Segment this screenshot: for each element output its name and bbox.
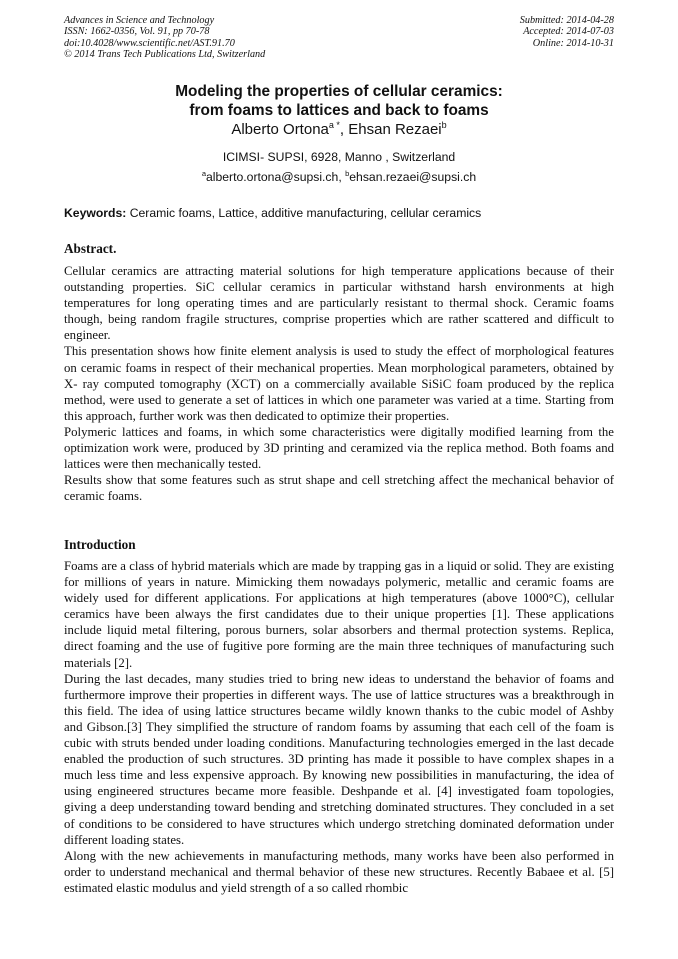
- abstract-paragraph: Polymeric lattices and foams, in which some characteristics were digitally modified learning from the optimization work were, produced by 3D printing and ceramized via the replica method. Both foams and lattices were then mechanically tested.: [64, 424, 614, 472]
- abstract-heading: Abstract.: [64, 241, 117, 256]
- introduction-heading: Introduction: [64, 537, 136, 552]
- affiliation: ICIMSI- SUPSI, 6928, Manno , Switzerland: [222, 150, 456, 164]
- abstract-body: [64, 263, 614, 504]
- keywords-text: Ceramic foams, Lattice, additive manufacturing, cellular ceramics: [129, 206, 482, 220]
- author-1: Alberto Ortona: [231, 121, 329, 138]
- author-1-marker: a *: [328, 120, 340, 130]
- introduction-paragraph: During the last decades, many studies tried to bring new ideas to understand the behavior of foams and furthermore improve their properties in different ways. The use of lattice structures was a breakthrough in this field. The idea of using lattice structures became wildly known thanks to the cubic model of Ashby and Gibson.[3] They simplified the structure of random foams by assuming that each cell of the foam is cubic with struts bended under loading conditions. Manufacturing technologies emerged in the last decade enabled the production of such structures. 3D printing has made it possible to have complex shapes in a much less time and less expensive approach. By knowing new possibilities in manufacturing, the idea of using engineered structures became more feasible. Deshpande et al. [4] investigated foam topologies, giving a deep understanding toward bending and stretching dominated structures. They concluded in a set of conditions to be considered to have structures which undergo stretching dominated deformation under different loading states.: [64, 671, 614, 847]
- title-line-1: Modeling the properties of cellular ceramics:: [175, 83, 503, 100]
- submission-dates: [520, 15, 614, 49]
- email-1: alberto.ortona@supsi.ch: [206, 170, 339, 184]
- keywords-label: Keywords:: [64, 206, 127, 220]
- introduction-body: [64, 558, 614, 896]
- journal-doi: doi:10.4028/www.scientific.net/AST.91.70: [64, 37, 235, 49]
- paper-title: [64, 83, 614, 120]
- abstract-paragraph: Cellular ceramics are attracting material solutions for high temperature applications because of their outstanding properties. SiC cellular ceramics in particular withstand harsh environments at high temperatures for long operating times and are particularly resistant to thermal shock. Ceramic foams though, being random fragile structures, comprise properties which are rather scattered and difficult to engineer.: [64, 264, 614, 343]
- title-line-2: from foams to lattices and back to foams: [189, 101, 489, 119]
- abstract-paragraph: This presentation shows how finite element analysis is used to study the effect of morphological features on ceramic foams in respect of their mechanical properties. Mean morphological parameters, obtained by X- ray computed tomography (XCT) on a commercially available SiSiC foam produced by the replica method, were used to generate a set of lattices in which one parameter was varied at a time. Starting from this approach, further work was then dedicated to optimize their properties.: [64, 344, 614, 423]
- journal-copyright: © 2014 Trans Tech Publications Ltd, Switzerland: [64, 49, 266, 61]
- author-emails: [64, 170, 614, 184]
- email-2-marker: b: [345, 169, 350, 178]
- journal-issn: ISSN: 1662-0356, Vol. 91, pp 70-78: [64, 26, 210, 38]
- author-list: [64, 121, 614, 139]
- introduction-paragraph: Along with the new achievements in manufacturing methods, many works have been also performed in order to understand mechanical and thermal behavior of these new structures. Recently Babaee et al. [5] estimated elastic modulus and yield strength of a so called rhombic: [64, 848, 614, 895]
- author-2: Ehsan Rezaei: [348, 121, 442, 138]
- introduction-paragraph: Foams are a class of hybrid materials which are made by trapping gas in a liquid or solid. They are existing for millions of years in nature. Mimicking them nowadays polymeric, metallic and ceramic foams are widely used for different applications. For applications at high temperatures (above 1000°C), cellular ceramics have been always the first candidates due to their unique properties [1]. These applications include liquid metal filtering, porous burners, solar absorbers and thermal protection systems. Replica, direct foaming and the use of fugitive pore forming are the main three techniques of manufacturing such materials [2].: [64, 559, 614, 670]
- submitted-date: Submitted: 2014-04-28: [519, 15, 614, 26]
- accepted-date: Accepted: 2014-07-03: [523, 26, 614, 38]
- author-separator: ,: [339, 121, 349, 138]
- online-date: Online: 2014-10-31: [532, 37, 614, 49]
- author-2-marker: b: [441, 120, 447, 130]
- email-2: ehsan.rezaei@supsi.ch: [349, 170, 477, 184]
- email-1-marker: a: [201, 169, 207, 178]
- journal-info: [64, 15, 265, 61]
- keywords: [64, 206, 614, 220]
- journal-name: Advances in Science and Technology: [64, 15, 215, 26]
- email-separator: ,: [338, 170, 346, 184]
- abstract-paragraph: Results show that some features such as strut shape and cell stretching affect the mechanical behavior of ceramic foams.: [64, 473, 614, 504]
